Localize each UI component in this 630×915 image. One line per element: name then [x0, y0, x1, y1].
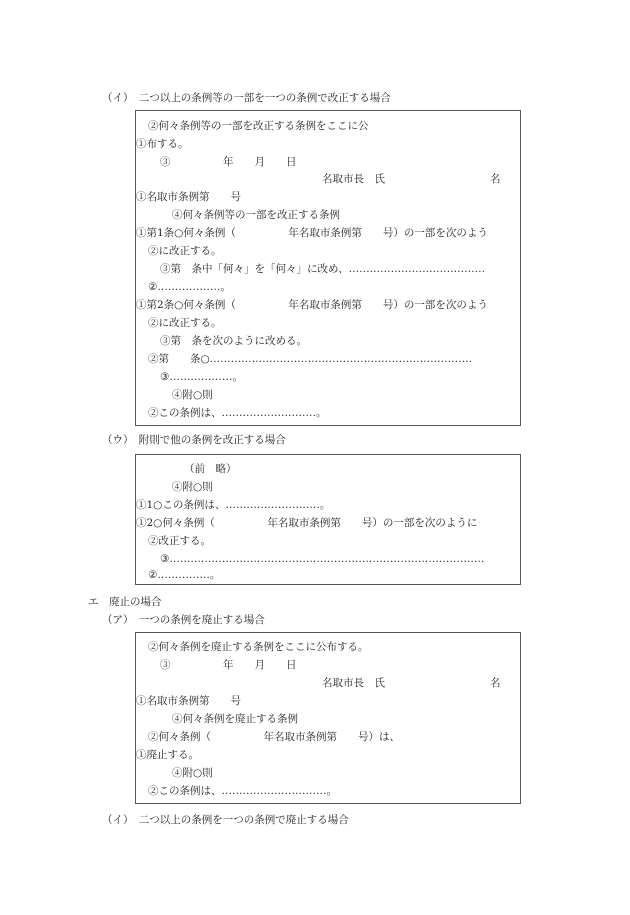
form-line: ③第 条を次のように改める。	[160, 335, 307, 347]
section-heading-i: （イ） 二つ以上の条例等の一部を一つの条例で改正する場合	[102, 92, 391, 104]
form-line: ②に改正する。	[148, 317, 222, 329]
form-line: ①2○何々条例（ 年名取市条例第 号）の一部を次のように	[136, 517, 478, 529]
form-line: ①1○この条例は、………………………。	[136, 499, 331, 511]
section-heading-u: （ウ） 附則で他の条例を改正する場合	[102, 434, 286, 446]
ordinance-number-line: ①名取市条例第 号	[136, 191, 241, 203]
section-heading-e: エ 廃止の場合	[88, 596, 162, 608]
form-line: ②何々条例等の一部を改正する条例をここに公	[148, 120, 369, 132]
section-heading-a: （ア） 一つの条例を廃止する場合	[102, 614, 265, 626]
form-line: ②………………。	[148, 281, 231, 293]
form-line: ①布する。	[136, 138, 189, 150]
form-line: ①第1条○何々条例（ 年名取市条例第 号）の一部を次のよう	[136, 227, 488, 239]
form-date-line: ③ 年 月 日	[160, 156, 297, 168]
form-line: ③第 条中「何々」を「何々」に改め、…………………………………	[160, 263, 486, 275]
mayor-signature-line: 名取市長 氏 名	[322, 173, 501, 185]
supplementary-provisions-heading: ④附○則	[172, 389, 213, 401]
form-line: ②第 条○…………………………………………………………………	[148, 353, 473, 365]
form-line: ③………………………………………………………………………………	[160, 553, 485, 565]
form-line: ②何々条例（ 年名取市条例第 号）は、	[148, 731, 400, 743]
section-heading-i-repeal: （イ） 二つ以上の条例を一つの条例で廃止する場合	[102, 814, 349, 826]
form-line: （前 略）	[184, 463, 237, 475]
form-line: ②に改正する。	[148, 245, 222, 257]
form-date-line: ③ 年 月 日	[160, 659, 297, 671]
mayor-signature-line: 名取市長 氏 名	[322, 677, 501, 689]
supplementary-provisions-heading: ④附○則	[172, 481, 213, 493]
form-line: ②改正する。	[148, 535, 211, 547]
form-line: ②この条例は、…………………………。	[148, 785, 337, 797]
form-line: ②……………。	[148, 569, 221, 581]
form-box-supplementary-amend	[135, 454, 521, 585]
form-line: ②何々条例を廃止する条例をここに公布する。	[148, 641, 369, 653]
ordinance-number-line: ①名取市条例第 号	[136, 695, 241, 707]
form-line: ③………………。	[160, 371, 243, 383]
form-line: ①廃止する。	[136, 749, 199, 761]
supplementary-provisions-heading: ④附○則	[172, 767, 213, 779]
ordinance-title: ④何々条例を廃止する条例	[172, 713, 298, 725]
form-box-amend-multiple	[135, 110, 521, 426]
form-box-repeal-single	[135, 632, 521, 804]
ordinance-title: ④何々条例等の一部を改正する条例	[172, 209, 340, 221]
form-line: ②この条例は、………………………。	[148, 407, 327, 419]
form-line: ①第2条○何々条例（ 年名取市条例第 号）の一部を次のよう	[136, 299, 488, 311]
